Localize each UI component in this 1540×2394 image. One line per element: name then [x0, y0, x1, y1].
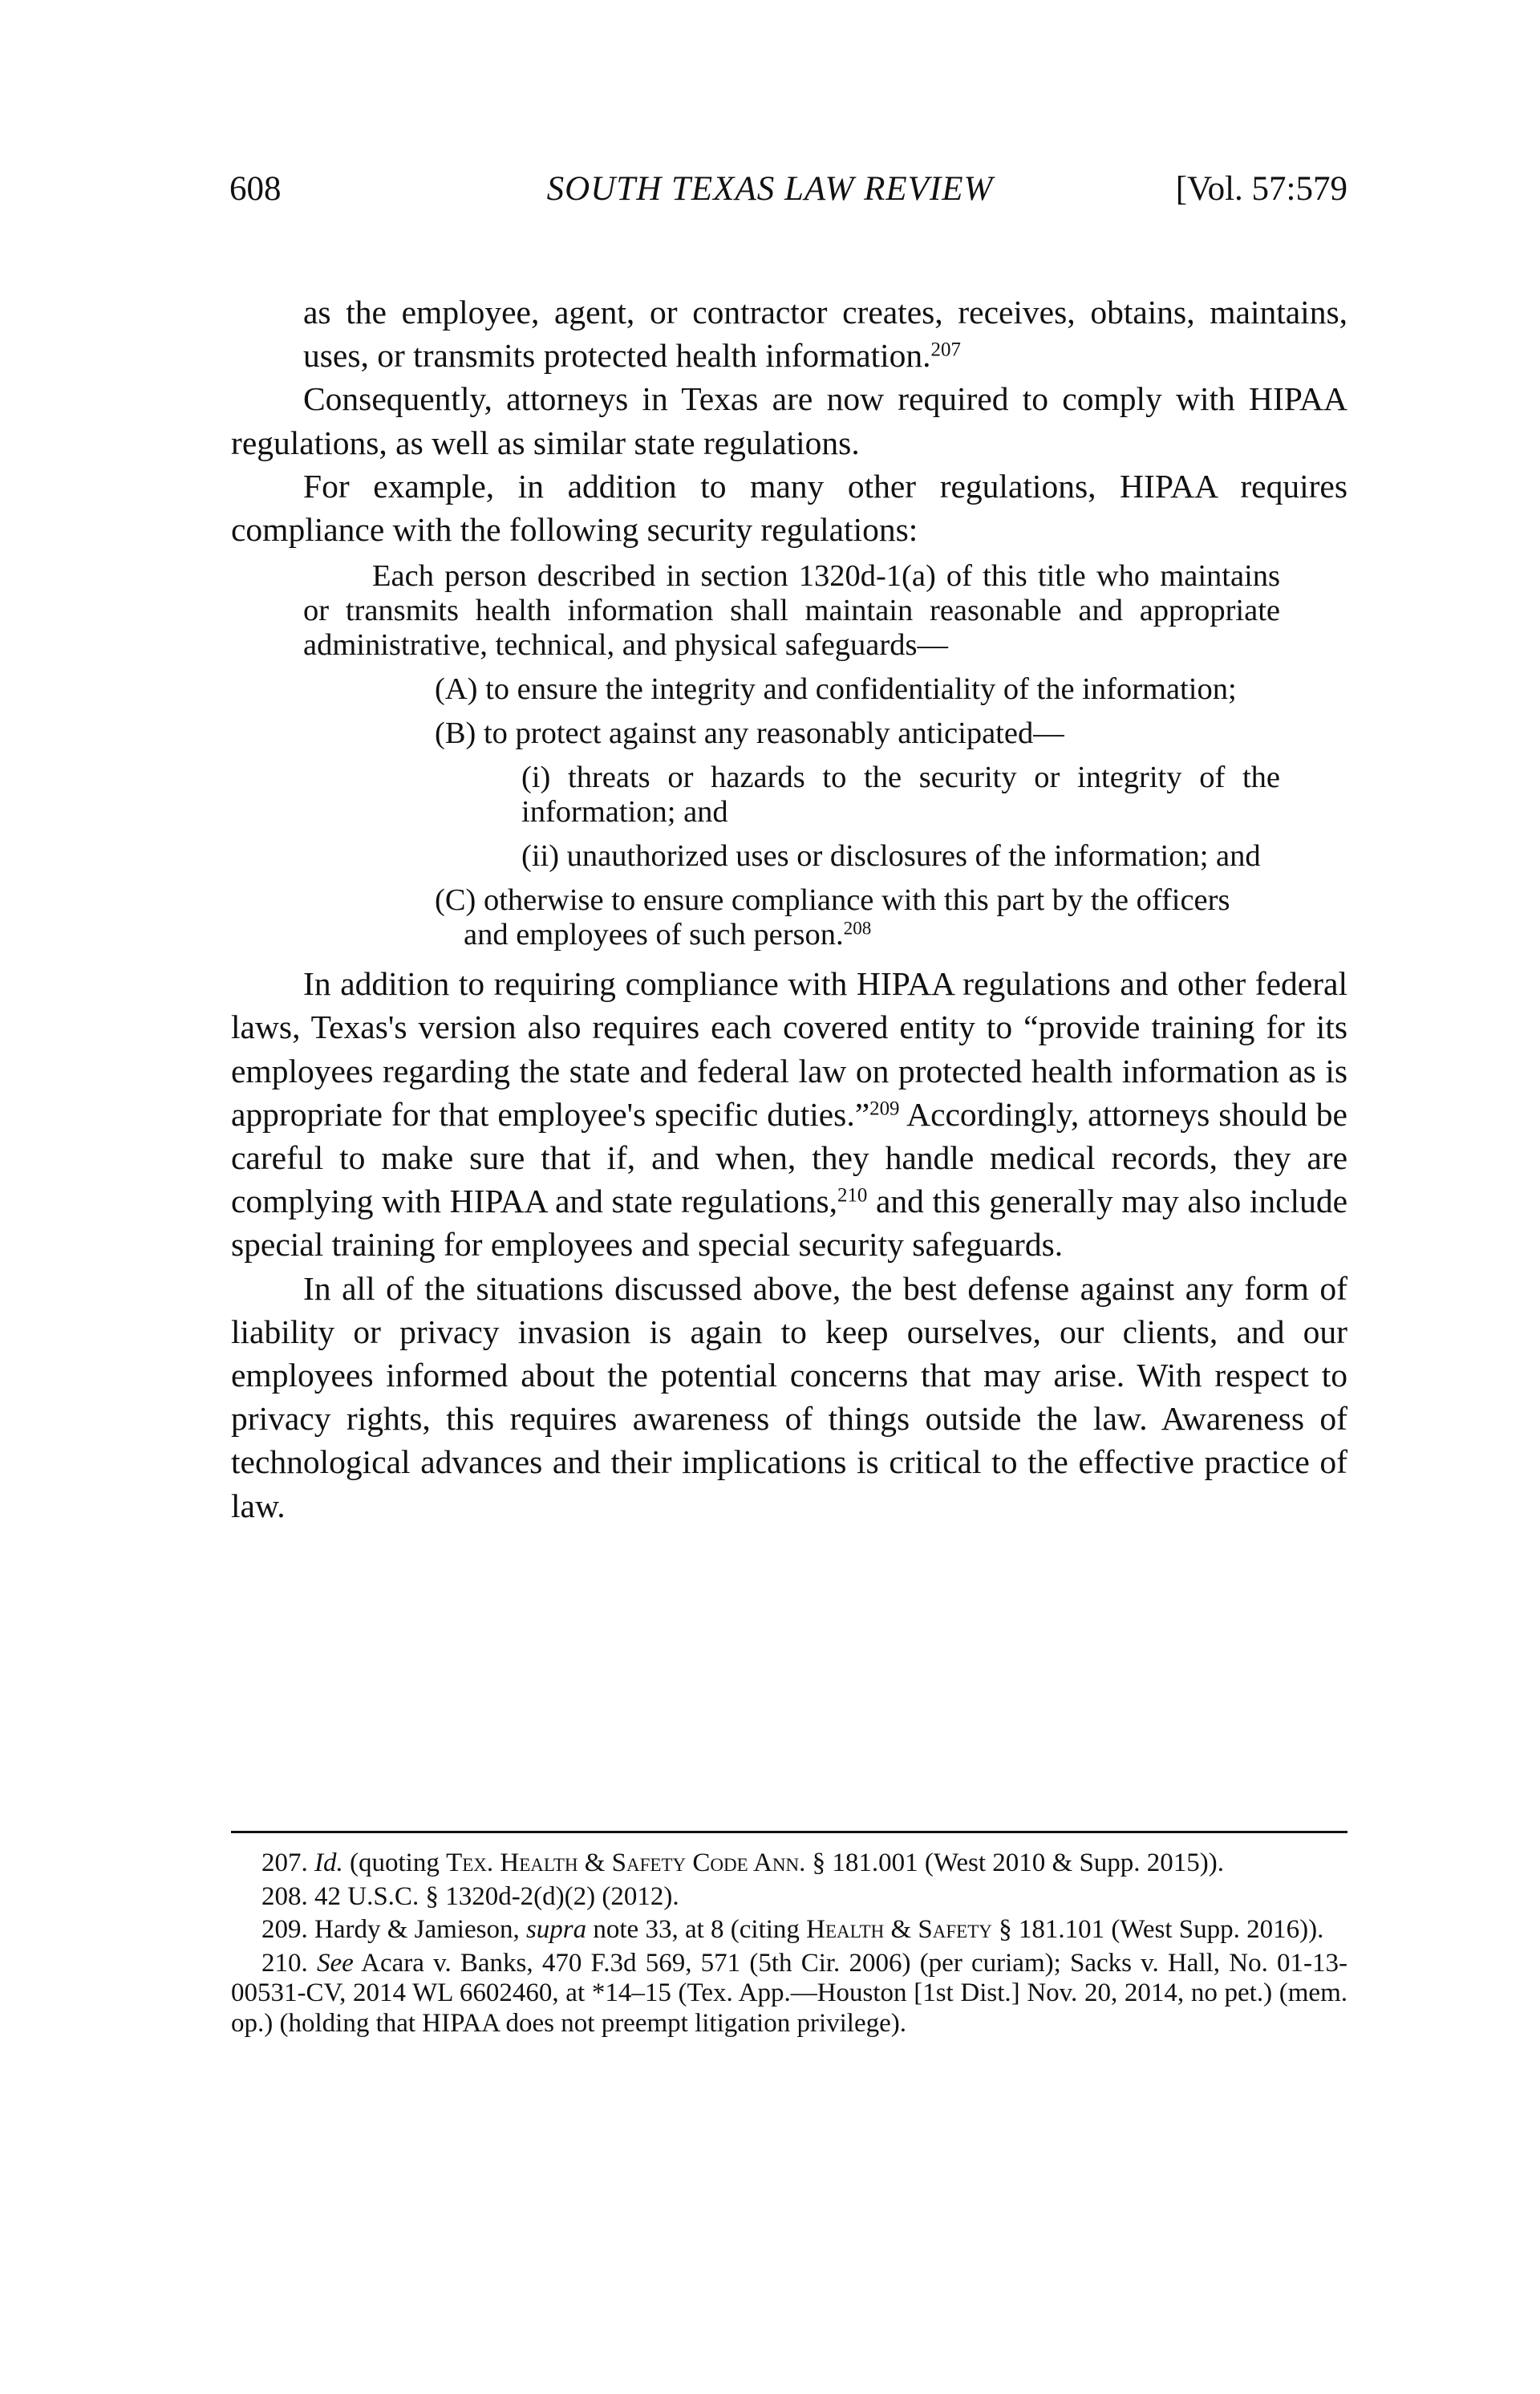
- footnote-210: [231, 1949, 1348, 2039]
- footnote-text: Acara v. Banks, 470 F.3d 569, 571 (5th Cir. 2006) (per curiam); Sacks v. Hall, No. 01-13-00531-CV, 2014 WL 6602460, at *14–15 (Tex. App.—Houston [1st Dist.] Nov. 20, 2014, no pet.) (mem. op.) (holding that HIPAA does not preempt litigation privilege).: [231, 1948, 1348, 2038]
- paragraph: In all of the situations discussed above, the best defense against any form of liability or privacy invasion is again to keep ourselves, our clients, and our employees informed about the potential concerns that may arise. With respect to privacy rights, this requires awareness of things outside the law. Awareness of technological advances and their implications is critical to the effective practice of law.: [231, 1269, 1348, 1524]
- footnote-text: § 181.101 (West Supp. 2016)).: [991, 1915, 1324, 1944]
- quote-item-ii: (ii) unauthorized uses or disclosures of the information; and: [521, 839, 1261, 874]
- footnotes: [231, 1848, 1348, 2042]
- footnote-ref-207: 207: [930, 339, 961, 361]
- paragraph-text: In addition to requiring compliance with HIPAA regulations and other federal laws, Texas's version also requires each covered entity to “provide training for its employees regarding the state and federal law on protected health information as is appropriate for that employee's specific duties.”: [231, 965, 1348, 1133]
- paragraph-continued: [231, 290, 1348, 377]
- footnote-ref-210: 210: [837, 1184, 868, 1207]
- quote-item-a: (A) to ensure the integrity and confidentiality of the information;: [435, 672, 1237, 707]
- footnote-number: 209.: [261, 1915, 308, 1944]
- footnote-italic: supra: [525, 1915, 587, 1944]
- quote-item-c-text: (C) otherwise to ensure compliance with this part by the officers and employees of such person.: [435, 883, 1230, 952]
- footnote-number: 208.: [261, 1881, 308, 1911]
- volume-citation: [Vol. 57:579: [1175, 170, 1348, 208]
- paragraph-text: as the employee, agent, or contractor creates, receives, obtains, maintains, uses, or transmits protected health information.: [303, 294, 1348, 375]
- footnote-text: note 33, at 8 (citing: [586, 1915, 807, 1944]
- footnote-divider: [231, 1831, 1348, 1833]
- footnote-209: [231, 1915, 1348, 1946]
- footnote-ref-209: 209: [869, 1098, 900, 1120]
- footnote-smallcaps: Health & Safety: [806, 1915, 992, 1944]
- footnote-smallcaps: Tex. Health & Safety Code Ann.: [446, 1848, 806, 1877]
- footnote-text: (quoting: [342, 1848, 447, 1877]
- footnote-text: Hardy & Jamieson,: [314, 1915, 526, 1944]
- journal-title: SOUTH TEXAS LAW REVIEW: [546, 170, 994, 208]
- paragraph-text: Accordingly, attorneys should be careful to make sure that if, and when, they handle medical records, they are complying with HIPAA and state regulations,: [231, 1095, 1348, 1220]
- footnote-208: [231, 1882, 1348, 1913]
- quote-item-i: (i) threats or hazards to the security or integrity of the information; and: [521, 761, 1280, 830]
- quote-item-c: [303, 883, 1280, 952]
- main-text: [231, 290, 1348, 1528]
- quote-intro: Each person described in section 1320d-1(a) of this title who maintains or transmits health information shall maintain reasonable and appropriate administrative, technical, and physical safeguards—: [303, 559, 1280, 663]
- paragraph-text: and this generally may also include special training for employees and special security safeguards.: [231, 1183, 1348, 1264]
- paragraph: For example, in addition to many other regulations, HIPAA requires compliance with the following security regulations:: [231, 467, 1348, 549]
- footnote-italic: See: [316, 1948, 354, 1978]
- block-quote: [231, 559, 1348, 952]
- paragraph: Consequently, attorneys in Texas are now required to comply with HIPAA regulations, as well as similar state regulations.: [231, 380, 1348, 461]
- footnote-number: 207.: [261, 1848, 308, 1877]
- footnote-text: § 181.001 (West 2010 & Supp. 2015)).: [805, 1848, 1225, 1877]
- footnote-italic: Id.: [314, 1848, 343, 1877]
- quote-item-b: (B) to protect against any reasonably anticipated—: [435, 716, 1064, 751]
- footnote-number: 210.: [261, 1948, 308, 1978]
- footnote-ref-208: 208: [843, 917, 872, 939]
- footnote-207: [231, 1848, 1348, 1879]
- paragraph: [231, 962, 1348, 1266]
- page-number: 608: [229, 170, 282, 208]
- footnote-text: 42 U.S.C. § 1320d-2(d)(2) (2012).: [314, 1881, 679, 1911]
